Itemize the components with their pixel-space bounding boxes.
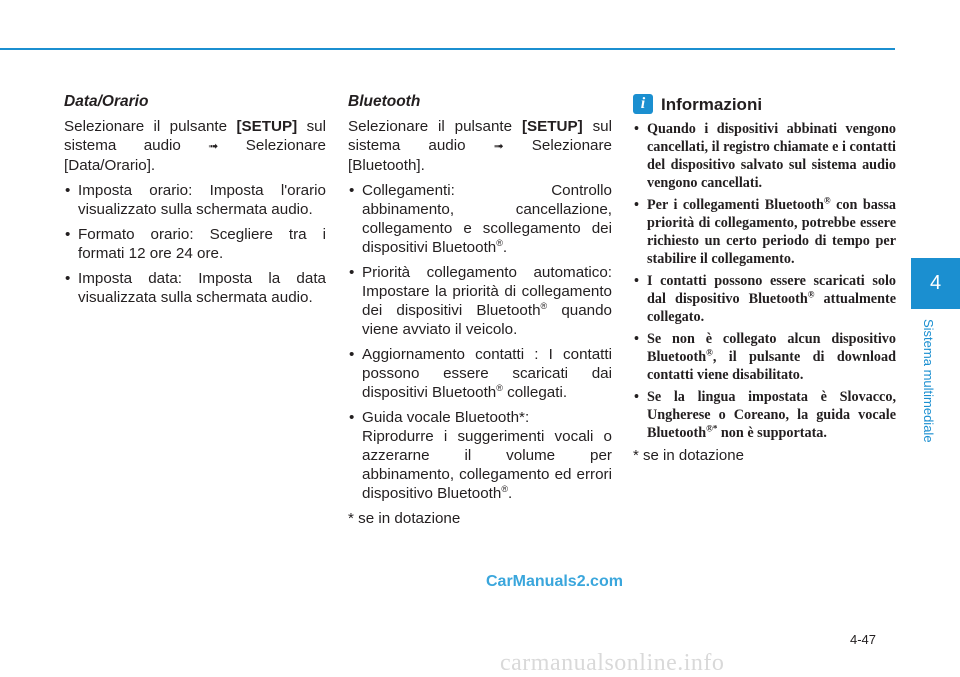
setup-button-label: [SETUP] (236, 118, 298, 135)
bullet-list (348, 181, 612, 503)
list-item: • Imposta orario: Imposta l'orario visualizzato sulla schermata audio. (64, 181, 326, 219)
info-header (633, 92, 896, 116)
intro-paragraph: Selezionare il pulsante [SETUP] sul sistema audio ➟ Selezionare [Data/Orario]. (64, 118, 326, 174)
bullet-list (64, 181, 326, 307)
list-item: • Aggiornamento contatti : I contatti possono essere scaricati dai dispositivi Bluetooth® collegati. (348, 345, 612, 402)
info-title: Informazioni (661, 94, 763, 114)
list-item: • Quando i dispositivi abbinati vengono cancellati, il registro chiamate e i contatti del dispositivo salvato sul sistema audio vengono cancellati. (633, 120, 896, 192)
arrow-icon: ➟ (208, 139, 219, 153)
footer-watermark: carmanualsonline.info (500, 650, 725, 676)
top-rule (0, 48, 895, 50)
section-bluetooth (348, 92, 612, 534)
intro-paragraph: Selezionare il pulsante [SETUP] sul sistema audio ➟ Selezionare [Bluetooth]. (348, 118, 612, 174)
footnote: * se in dotazione (633, 447, 744, 464)
section-heading: Data/Orario (64, 93, 149, 110)
page-number: 4-47 (850, 632, 877, 647)
list-item: • Imposta data: Imposta la data visualizzata sulla schermata audio. (64, 269, 326, 307)
list-item: • Formato orario: Scegliere tra i formati 12 ore 24 ore. (64, 225, 326, 263)
section-information (633, 92, 896, 471)
list-item: • Se non è collegato alcun dispositivo Bluetooth®, il pulsante di download contatti viene disabilitato. (633, 330, 896, 384)
watermark: CarManuals2.com (486, 573, 623, 590)
section-heading: Bluetooth (348, 93, 421, 110)
chapter-tab: 4 (911, 258, 960, 309)
info-icon: i (633, 94, 653, 114)
bullet-list (633, 120, 896, 442)
list-item: • Guida vocale Bluetooth*: Riprodurre i suggerimenti vocali o azzerarne il volume per abbinamento, collegamento ed errori dispositivo Bluetooth®. (348, 408, 612, 503)
list-item: • Collegamenti: Controllo abbinamento, cancellazione, collegamento e scollegamento dei dispositivi Bluetooth®. (348, 181, 612, 257)
section-date-time (64, 92, 326, 313)
arrow-icon: ➟ (493, 139, 504, 153)
chapter-label: Sistema multimediale (921, 319, 936, 443)
footnote: * se in dotazione (348, 510, 461, 527)
list-item: • Se la lingua impostata è Slovacco, Ungherese o Coreano, la guida vocale Bluetooth®* non è supportata. (633, 388, 896, 442)
setup-button-label: [SETUP] (521, 118, 583, 135)
list-item: • I contatti possono essere scaricati solo dal dispositivo Bluetooth® attualmente collegato. (633, 272, 896, 326)
list-item: • Priorità collegamento automatico: Impostare la priorità di collegamento dei dispositivi Bluetooth® quando viene avviato il veicolo. (348, 263, 612, 339)
list-item: • Per i collegamenti Bluetooth® con bassa priorità di collegamento, potrebbe essere richiesto un certo periodo di tempo per stabilire il collegamento. (633, 196, 896, 268)
